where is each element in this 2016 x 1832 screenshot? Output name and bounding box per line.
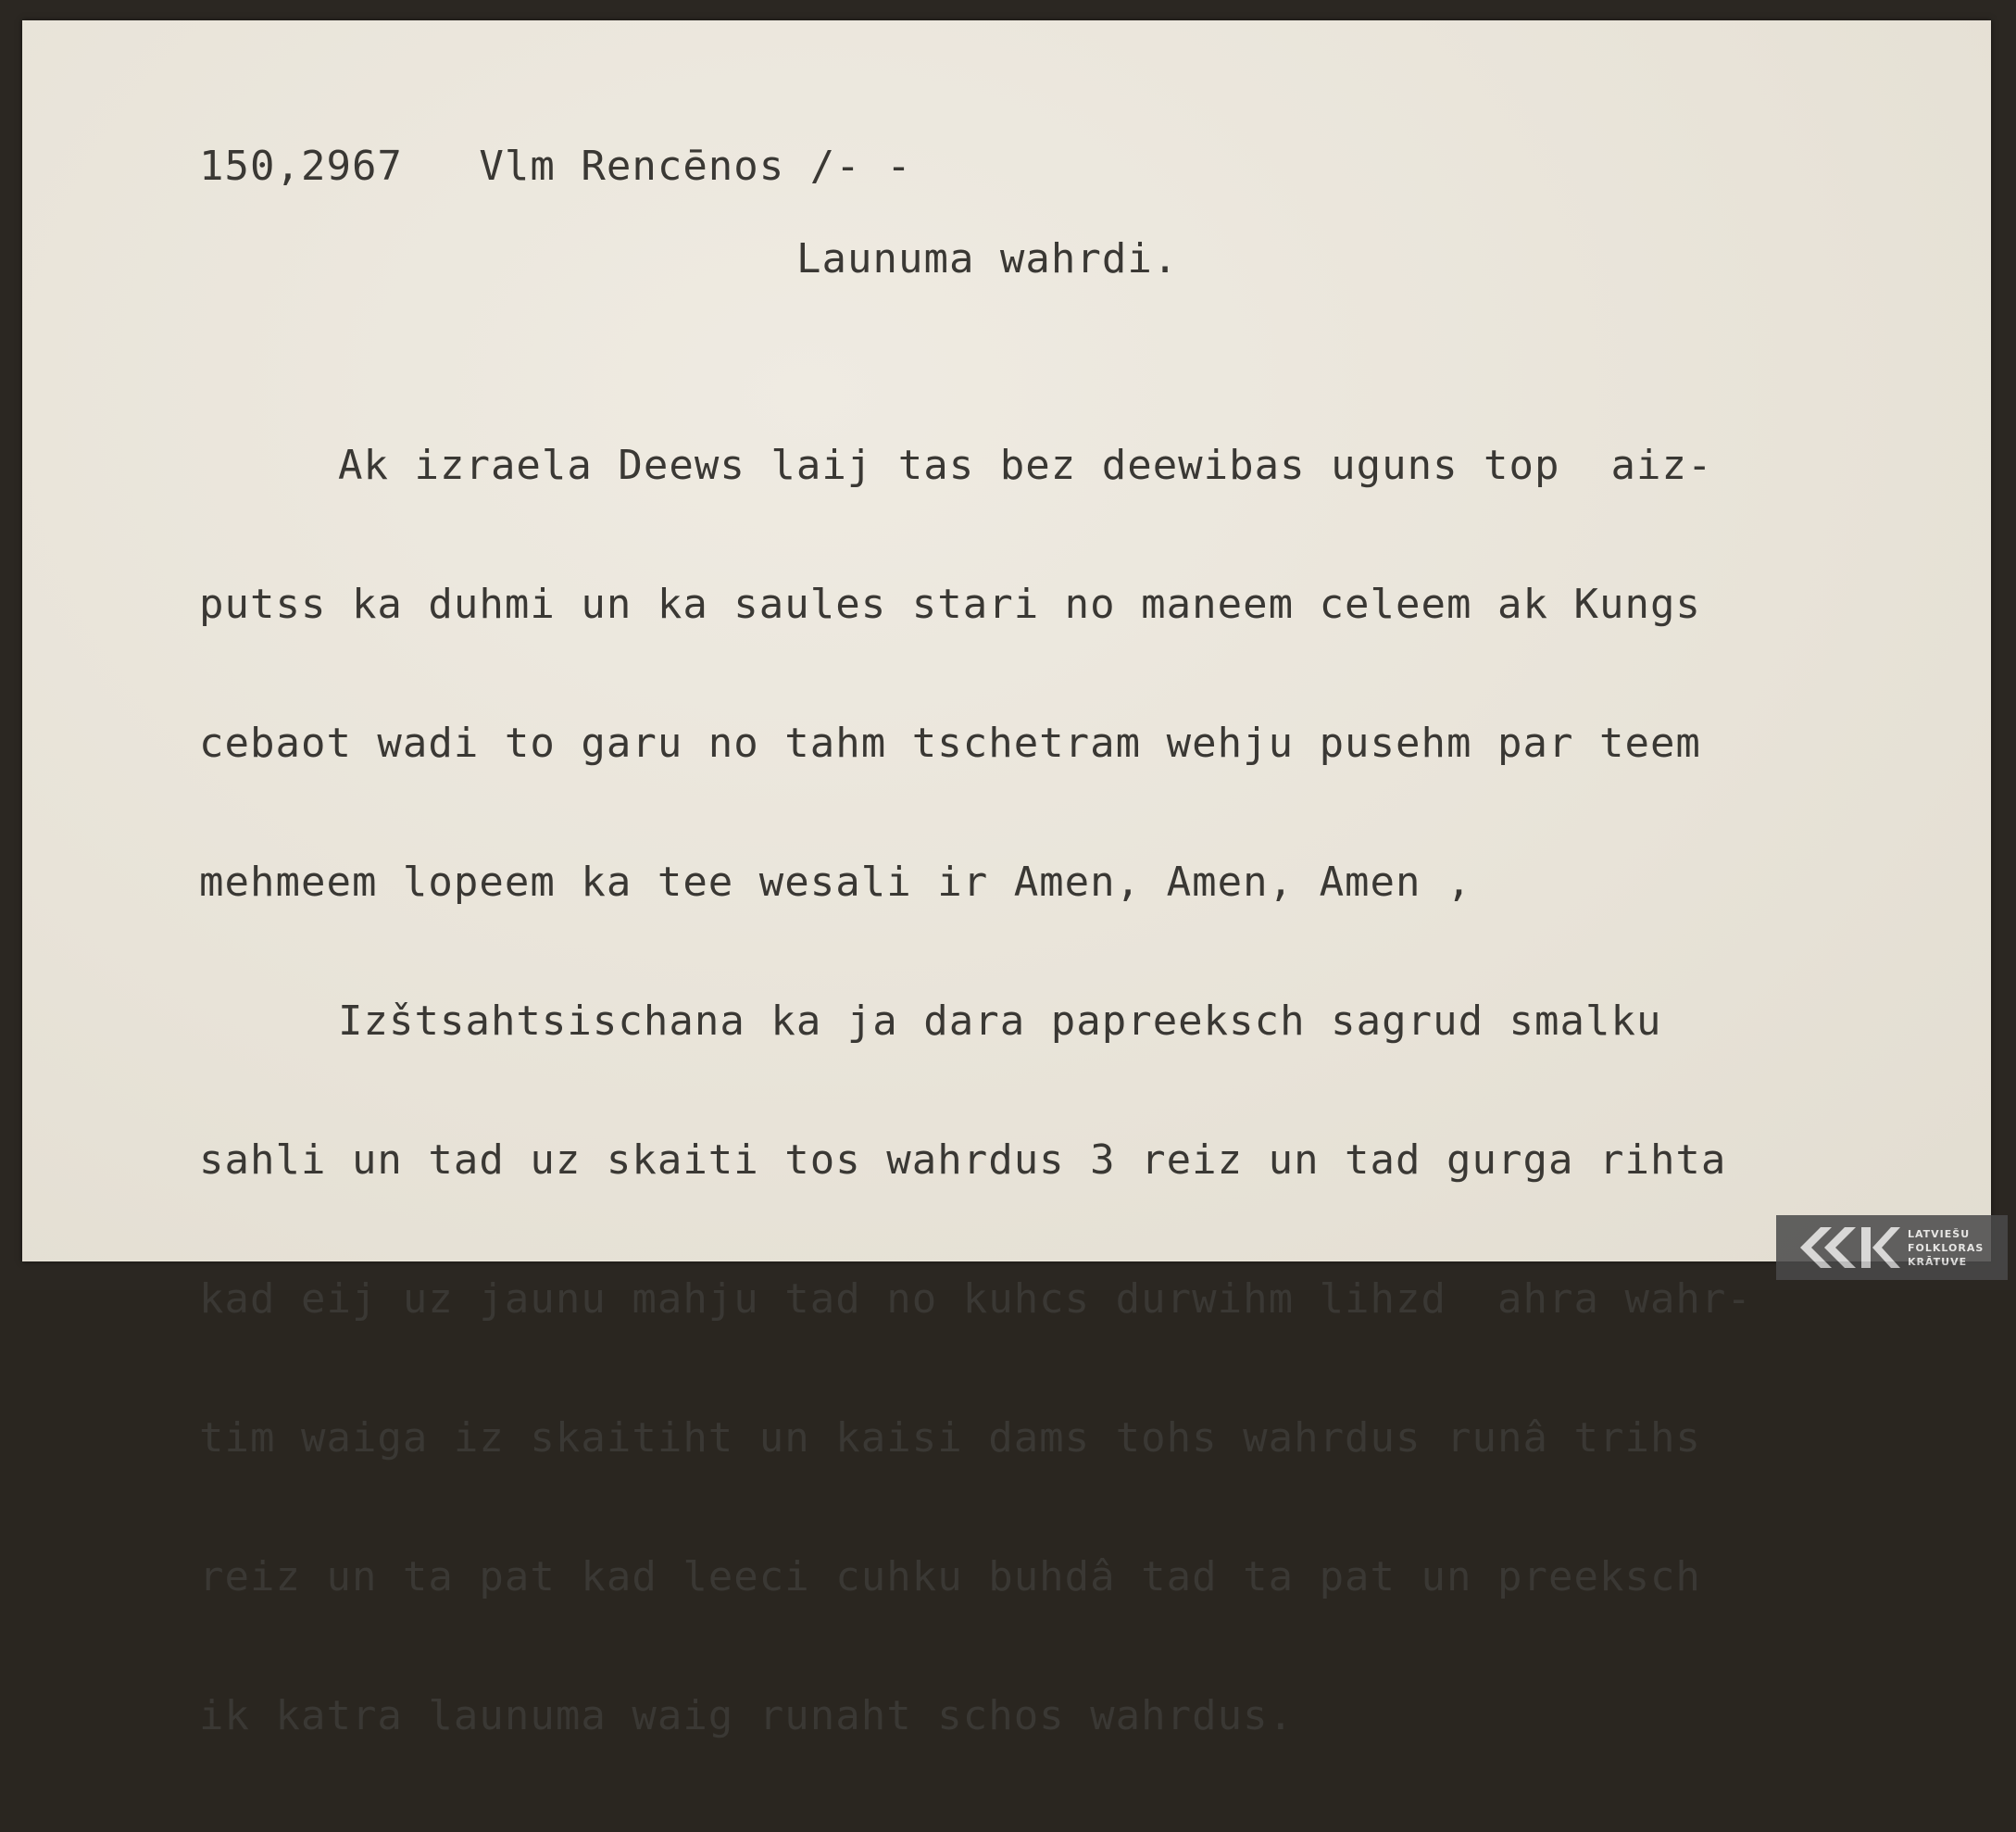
card-header: 150,2967 Vlm Rencēnos /- - — [199, 143, 912, 190]
logo-line: FOLKLORAS — [1908, 1241, 1985, 1254]
text-line: sahli un tad uz skaiti tos wahrdus 3 reiz un tad gurga rihta — [199, 1136, 1727, 1184]
card-body — [199, 350, 1752, 1832]
logo-text — [1908, 1227, 1984, 1269]
card-title: Launuma wahrdi. — [796, 235, 1179, 282]
text-line: mehmeem lopeem ka tee wesali ir Amen, Amen, Amen , — [199, 859, 1472, 906]
archive-logo — [1776, 1215, 2008, 1280]
text-line: kad eij uz jaunu mahju tad no kuhcs durwihm lihzd ahra wahr- — [199, 1275, 1752, 1323]
text-line: tim waiga iz skaitiht un kaisi dams tohs wahrdus runâ trihs — [199, 1414, 1701, 1462]
text-line: Izštsahtsischana ka ja dara papreeksch sagrud smalku — [338, 998, 1662, 1045]
text-line: reiz un ta pat kad leeci cuhku buhdâ tad ta pat un preeksch — [199, 1553, 1701, 1600]
text-line: ik katra launuma waig runaht schos wahrdus. — [199, 1692, 1295, 1739]
text-line: cebaot wadi to garu no tahm tschetram wehju pusehm par teem — [199, 720, 1701, 767]
logo-line: KRĀTUVE — [1908, 1255, 1968, 1268]
logo-line: LATVIEŠU — [1908, 1227, 1971, 1240]
text-line: Ak izraela Deews laij tas bez deewibas uguns top aiz- — [338, 442, 1713, 489]
lfk-logo-icon — [1782, 1220, 1902, 1275]
text-line: putss ka duhmi un ka saules stari no maneem celeem ak Kungs — [199, 581, 1701, 628]
